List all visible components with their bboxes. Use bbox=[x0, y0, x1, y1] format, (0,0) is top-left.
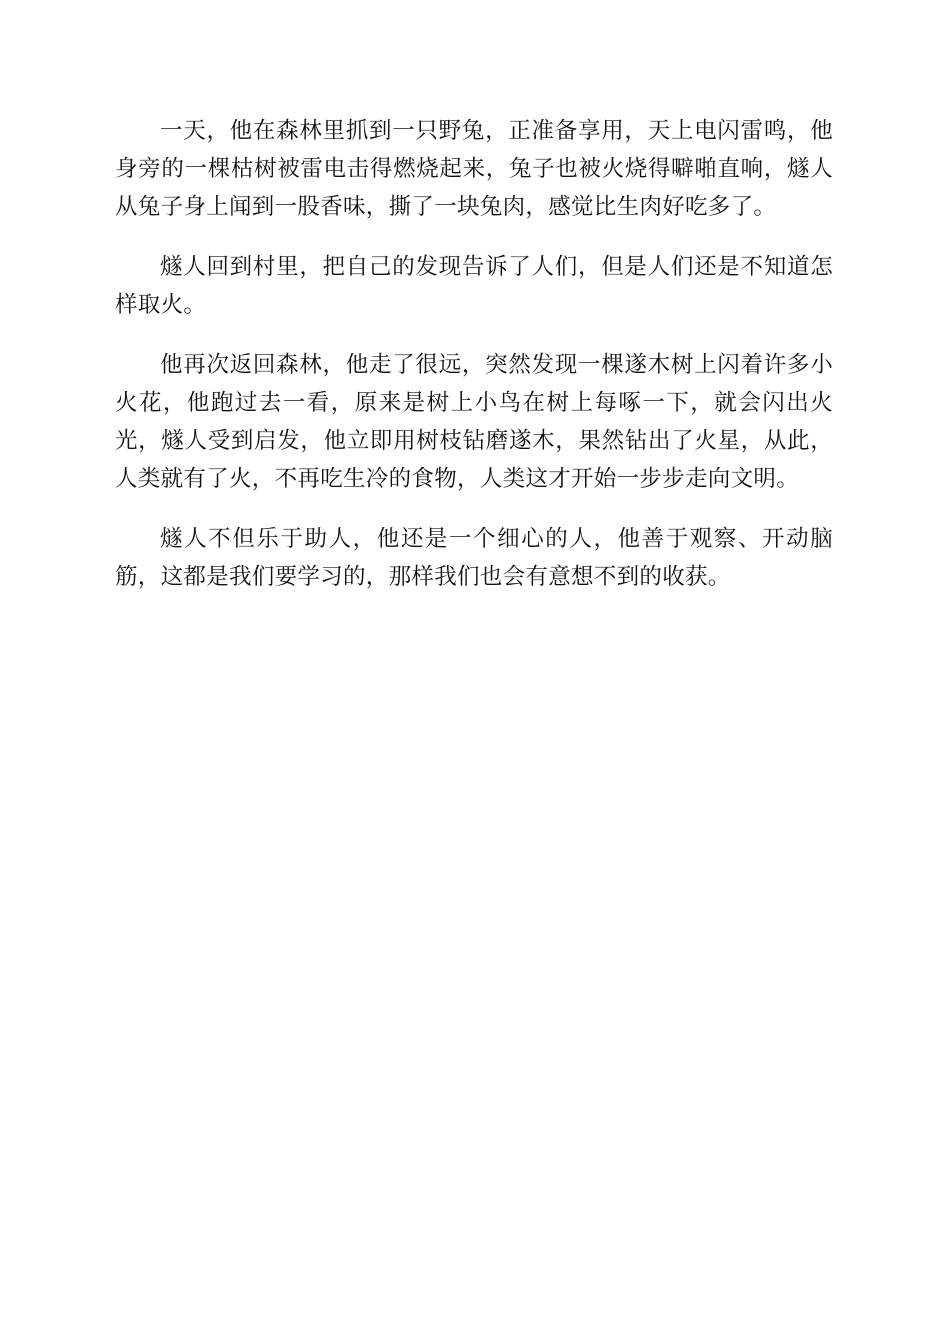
paragraph-3: 他再次返回森林，他走了很远，突然发现一棵遂木树上闪着许多小火花，他跑过去一看，原来是树上小鸟在树上每啄一下，就会闪出火光，燧人受到启发，他立即用树枝钻磨遂木，果然钻出了火星，从此，人类就有了火，不再吃生冷的食物，人类这才开始一步步走向文明。 bbox=[115, 352, 833, 492]
paragraph-1: 一天，他在森林里抓到一只野兔，正准备享用，天上电闪雷鸣，他身旁的一棵枯树被雷电击得燃烧起来，兔子也被火烧得噼啪直响，燧人从兔子身上闻到一股香味，撕了一块兔肉，感觉比生肉好吃多了。 bbox=[115, 118, 833, 220]
document-body bbox=[115, 112, 833, 596]
paragraph-4: 燧人不但乐于助人，他还是一个细心的人，他善于观察、开动脑筋，这都是我们要学习的，那样我们也会有意想不到的收获。 bbox=[115, 526, 833, 590]
paragraph-2: 燧人回到村里，把自己的发现告诉了人们，但是人们还是不知道怎样取火。 bbox=[115, 254, 833, 318]
